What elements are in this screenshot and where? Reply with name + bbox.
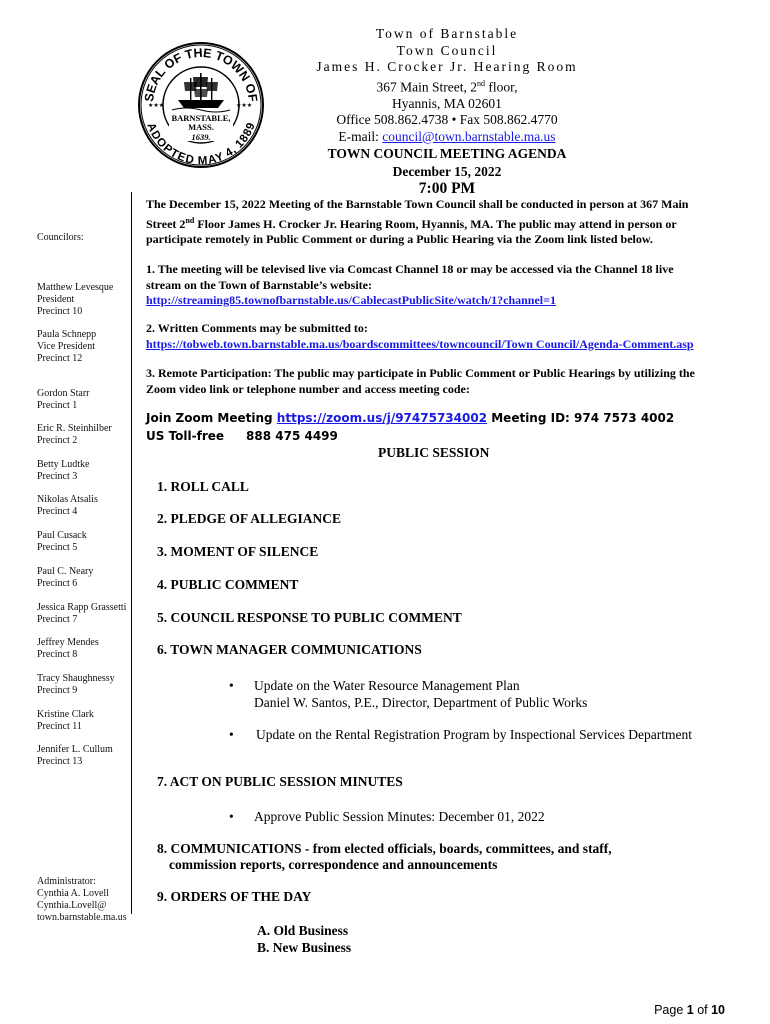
section-moment-of-silence: 3. MOMENT OF SILENCE bbox=[157, 544, 319, 559]
email-link[interactable]: council@town.barnstable.ma.us bbox=[382, 128, 556, 144]
header-town: Town of Barnstable bbox=[375, 26, 519, 41]
old-business: A. Old Business bbox=[257, 923, 349, 938]
councilor-entry: Eric R. Steinhilber Precinct 2 bbox=[37, 423, 112, 446]
remote-participation-paragraph: 3. Remote Participation: The public may participate in Public Comment or Public Hearings by utilizing the Zoom video link or telephone number and access meeting code: bbox=[146, 366, 695, 396]
header-council: Town Council bbox=[396, 42, 498, 58]
sidebar-divider bbox=[131, 192, 132, 914]
public-session-heading: PUBLIC SESSION bbox=[378, 445, 490, 460]
written-comments-paragraph: 2. Written Comments may be submitted to: https://tobweb.town.barnstable.ma.us/boardscommittees/towncouncil/Town Council/Agenda-Comment.asp bbox=[146, 321, 756, 352]
councilor-entry: Paul Cusack Precinct 5 bbox=[37, 530, 87, 553]
section-communications: 8. COMMUNICATIONS - from elected officials, boards, committees, and staff, commission reports, correspondence and announcements bbox=[157, 841, 612, 872]
svg-text:★★★: ★★★ bbox=[236, 102, 253, 109]
agenda-date: December 15, 2022 bbox=[392, 163, 502, 179]
zoom-join-row: Join Zoom Meeting https://zoom.us/j/97475734002 Meeting ID: 974 7573 4002 bbox=[146, 411, 675, 425]
agenda-title: TOWN COUNCIL MEETING AGENDA bbox=[327, 146, 567, 161]
councilor-entry: Betty Ludtke Precinct 3 bbox=[37, 459, 90, 482]
councilor-entry: Nikolas Atsalis Precinct 4 bbox=[37, 494, 98, 517]
section-public-comment: 4. PUBLIC COMMENT bbox=[157, 577, 299, 592]
streaming-link[interactable]: http://streaming85.townofbarnstable.us/CablecastPublicSite/watch/1?channel=1 bbox=[146, 293, 556, 307]
bullet-icon: • bbox=[229, 678, 234, 693]
header-street: 367 Main Street, 2nd floor, bbox=[376, 78, 518, 94]
councilor-entry: Matthew Levesque President Precinct 10 bbox=[37, 282, 114, 317]
agenda-bullet-item: Update on the Water Resource Management Plan Daniel W. Santos, P.E., Director, Department of Public Works bbox=[254, 678, 588, 710]
town-seal-logo bbox=[136, 40, 266, 170]
seal-top-text: SEAL OF THE TOWN OF bbox=[142, 45, 260, 103]
seal-center-line3: 1639. bbox=[191, 132, 211, 142]
section-orders-of-the-day: 9. ORDERS OF THE DAY bbox=[157, 889, 312, 904]
councilor-entry: Jennifer L. Cullum Precinct 13 bbox=[37, 744, 113, 767]
town-header bbox=[300, 26, 594, 145]
ship-icon bbox=[172, 73, 230, 112]
zoom-link[interactable]: https://zoom.us/j/97475734002 bbox=[276, 411, 488, 425]
administrator-block: Administrator: Cynthia A. Lovell Cynthia.Lovell@ town.barnstable.ma.us bbox=[37, 876, 127, 923]
seal-center-line1: BARNSTABLE, bbox=[171, 113, 231, 123]
svg-text:★★★: ★★★ bbox=[148, 102, 165, 109]
section-roll-call: 1. ROLL CALL bbox=[157, 479, 249, 494]
councilor-entry: Gordon Starr Precinct 1 bbox=[37, 388, 90, 411]
seal-center-line2: MASS. bbox=[188, 122, 214, 132]
header-email-row: E-mail: council@town.barnstable.ma.us bbox=[338, 128, 556, 144]
bullet-icon: • bbox=[229, 727, 234, 742]
zoom-phone-row: US Toll-free 888 475 4499 bbox=[146, 429, 338, 443]
televised-paragraph: 1. The meeting will be televised live via Comcast Channel 18 or may be accessed via the Channel 18 live stream on the Town of Barnstable’s website: http://streaming85.townofbarnstable.us/CablecastPublicSite/watch/1?channel=1 bbox=[146, 262, 746, 309]
councilor-entry: Paula Schnepp Vice President Precinct 12 bbox=[37, 329, 97, 364]
councilor-entry: Tracy Shaughnessy Precinct 9 bbox=[37, 673, 115, 696]
header-phone: Office 508.862.4738 • Fax 508.862.4770 bbox=[336, 112, 558, 127]
page-number: Page 1 of 10 bbox=[654, 1003, 725, 1017]
agenda-time: 7:00 PM bbox=[418, 180, 476, 197]
header-room: James H. Crocker Jr. Hearing Room bbox=[316, 59, 578, 74]
section-minutes: 7. ACT ON PUBLIC SESSION MINUTES bbox=[157, 774, 403, 789]
section-pledge: 2. PLEDGE OF ALLEGIANCE bbox=[157, 511, 342, 526]
orders-list bbox=[257, 922, 351, 956]
councilor-entry: Jessica Rapp Grassetti Precinct 7 bbox=[37, 602, 127, 625]
bullet-icon: • bbox=[229, 809, 234, 824]
councilor-entry: Paul C. Neary Precinct 6 bbox=[37, 566, 94, 589]
intro-paragraph: The December 15, 2022 Meeting of the Barnstable Town Council shall be conducted in person at 367 Main Street 2nd Floor James H. Crocker Jr. Hearing Room, Hyannis, MA. The public may attend in person or participate remotely in Public Comment or during a Public Hearing via the Zoom link listed below. bbox=[146, 197, 689, 246]
councilor-entry: Kristine Clark Precinct 11 bbox=[37, 709, 94, 732]
agenda-bullet-item: Update on the Rental Registration Program by Inspectional Services Department bbox=[256, 727, 693, 742]
new-business: B. New Business bbox=[257, 940, 352, 955]
header-city: Hyannis, MA 02601 bbox=[392, 95, 502, 111]
agenda-bullet-item: Approve Public Session Minutes: December 01, 2022 bbox=[254, 809, 545, 824]
seal-bottom-text: ADOPTED MAY 4, 1889 bbox=[144, 121, 258, 168]
councilor-entry: Jeffrey Mendes Precinct 8 bbox=[37, 637, 99, 660]
councilors-label: Councilors: bbox=[37, 232, 84, 243]
section-council-response: 5. COUNCIL RESPONSE TO PUBLIC COMMENT bbox=[157, 610, 462, 625]
agenda-title-block bbox=[300, 145, 594, 198]
section-town-manager: 6. TOWN MANAGER COMMUNICATIONS bbox=[157, 642, 422, 657]
comment-form-link[interactable]: https://tobweb.town.barnstable.ma.us/boardscommittees/towncouncil/Town Council/Agenda-Comment.asp bbox=[146, 336, 694, 351]
